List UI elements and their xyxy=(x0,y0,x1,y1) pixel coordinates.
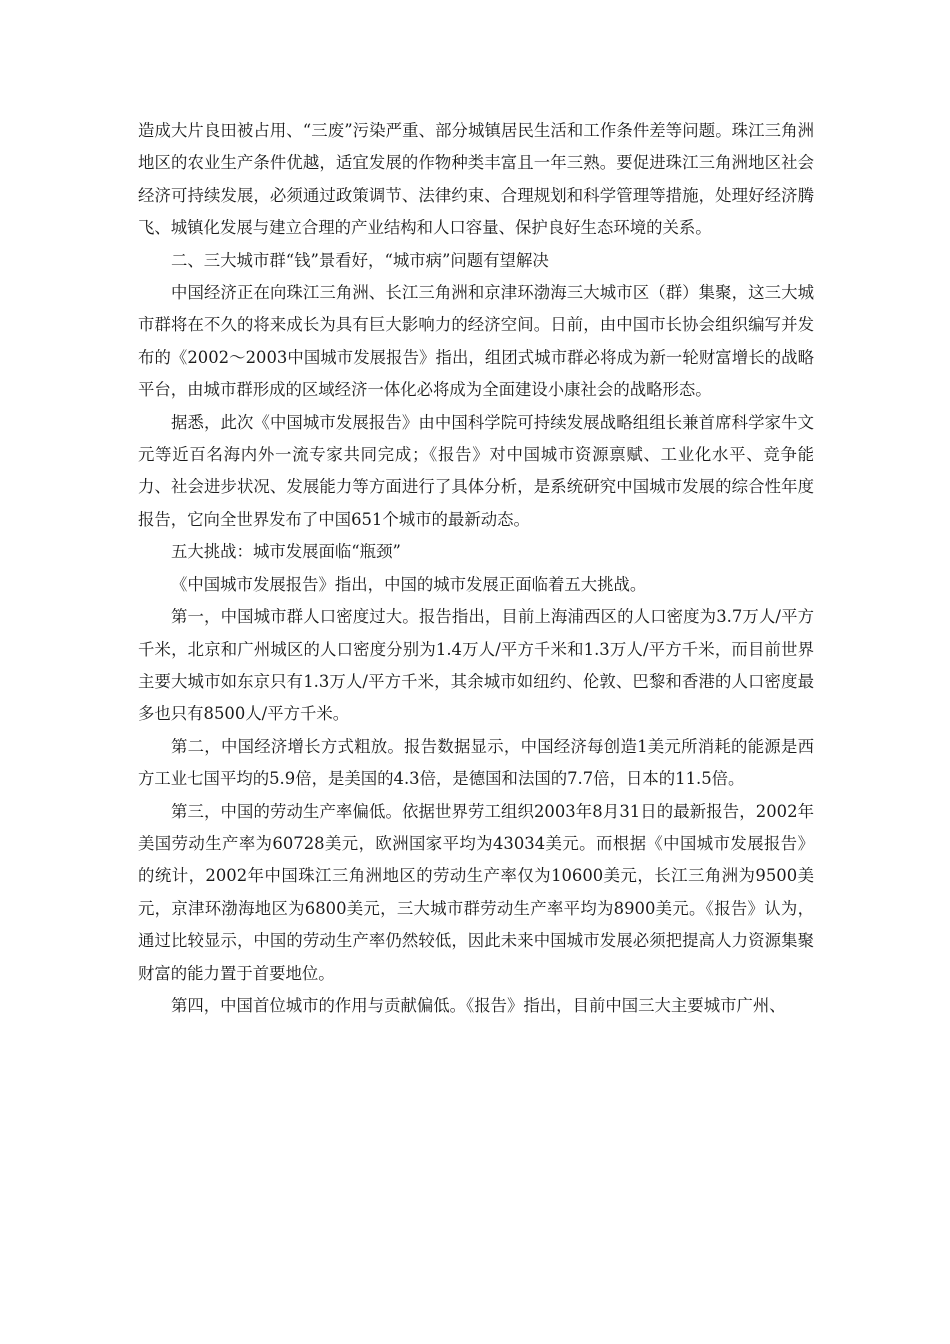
paragraph-continuation: 造成大片良田被占用、“三废”污染严重、部分城镇居民生活和工作条件差等问题。珠江三角洲地区的农业生产条件优越，适宜发展的作物种类丰富且一年三熟。要促进珠江三角洲地区社会经济可持续发展，必须通过政策调节、法律约束、合理规划和科学管理等措施，处理好经济腾飞、城镇化发展与建立合理的产业结构和人口容量、保护良好生态环境的关系。 xyxy=(138,121,814,238)
paragraph-challenge-2: 第二，中国经济增长方式粗放。报告数据显示，中国经济每创造1美元所消耗的能源是西方工业七国平均的5.9倍，是美国的4.3倍，是德国和法国的7.7倍，日本的11.5倍。 xyxy=(138,736,814,789)
paragraph-report-overview: 据悉，此次《中国城市发展报告》由中国科学院可持续发展战略组组长兼首席科学家牛文元等近百名海内外一流专家共同完成；《报告》对中国城市资源禀赋、工业化水平、竞争能力、社会进步状况、发展能力等方面进行了具体分析，是系统研究中国城市发展的综合性年度报告，它向全世界发布了中国651个城市的最新动态。 xyxy=(138,412,814,529)
paragraph-challenge-1: 第一，中国城市群人口密度过大。报告指出，目前上海浦西区的人口密度为3.7万人/平方千米，北京和广州城区的人口密度分别为1.4万人/平方千米和1.3万人/平方千米，而目前世界主要大城市如东京只有1.3万人/平方千米，其余城市如纽约、伦敦、巴黎和香港的人口密度最多也只有8500人/平方千米。 xyxy=(138,607,814,724)
paragraph-challenges-intro: 《中国城市发展报告》指出，中国的城市发展正面临着五大挑战。 xyxy=(171,574,647,594)
paragraph-economy-clusters: 中国经济正在向珠江三角洲、长江三角洲和京津环渤海三大城市区（群）集聚，这三大城市群将在不久的将来成长为具有巨大影响力的经济空间。日前，由中国市长协会组织编写并发布的《2002～2003中国城市发展报告》指出，组团式城市群必将成为新一轮财富增长的战略平台，由城市群形成的区域经济一体化必将成为全面建设小康社会的战略形态。 xyxy=(138,283,814,400)
paragraph-challenge-3: 第三，中国的劳动生产率偏低。依据世界劳工组织2003年8月31日的最新报告，2002年美国劳动生产率为60728美元，欧洲国家平均为43034美元。而根据《中国城市发展报告》的统计，2002年中国珠江三角洲地区的劳动生产率仅为10600美元，长江三角洲为9500美元，京津环渤海地区为6800美元，三大城市群劳动生产率平均为8900美元。《报告》认为，通过比较显示，中国的劳动生产率仍然较低，因此未来中国城市发展必须把提高人力资源集聚财富的能力置于首要地位。 xyxy=(138,801,814,983)
document-page xyxy=(138,115,814,1022)
section-heading-city-clusters: 二、三大城市群“钱”景看好，“城市病”问题有望解决 xyxy=(171,250,549,270)
section-heading-five-challenges: 五大挑战：城市发展面临“瓶颈” xyxy=(171,542,401,562)
paragraph-challenge-4: 第四，中国首位城市的作用与贡献偏低。《报告》指出，目前中国三大主要城市广州、 xyxy=(171,995,786,1015)
